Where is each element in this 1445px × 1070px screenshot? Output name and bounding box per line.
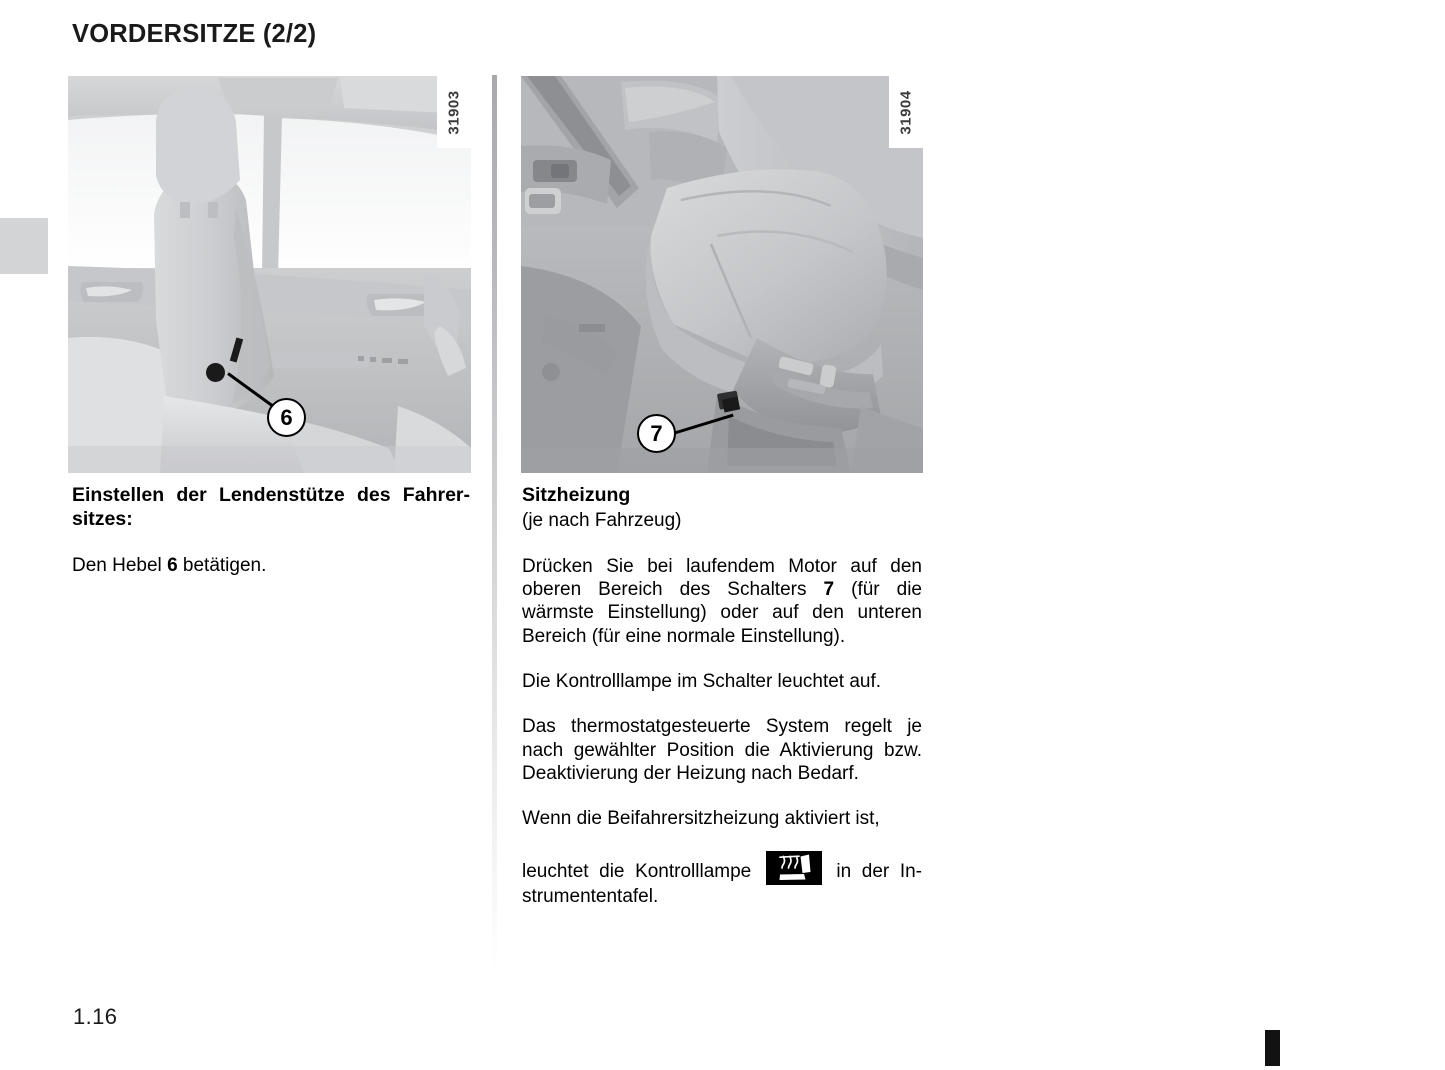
column-divider [492,75,497,975]
figure-seat-heating-switch [521,76,923,473]
seat-heating-paragraph-1 [522,555,922,648]
figure-left-reference-text: 31903 [445,89,463,135]
corner-chapter-mark [1265,1030,1280,1066]
seat-heating-icon [766,851,822,885]
paragraph-1-part-b: (für die wärmste Einstellung) oder auf den unteren Bereich (für eine normale Einstellung). [522,578,922,647]
figure-right-illustration [521,76,923,473]
page-number: 1.16 [73,1004,118,1029]
left-text-column [72,484,470,577]
callout-6: 6 [267,398,306,437]
seat-heating-heading: Sitzheizung [522,484,631,506]
paragraph-5-part-a: leuchtet die Kontrolllampe [522,860,762,882]
seat-heating-paragraph-5 [522,851,922,908]
seat-heating-paragraph-4: Wenn die Beifahrersitzheizung aktiviert ist, [522,808,880,830]
leader-dot-6 [206,363,225,382]
figure-left-reference [437,76,471,148]
right-text-column [522,484,922,908]
page-title: VORDERSITZE (2/2) [72,20,317,48]
paragraph-1-part-a: Drücken Sie bei laufendem Motor auf den oberen Bereich des Schalters [522,555,922,600]
seat-heating-paragraph-2: Die Kontrolllampe im Schalter leuchtet auf. [522,670,882,692]
paragraph-5-part-b: in der In-strumententafel. [522,860,922,907]
paragraph-1-switch-reference: 7 [823,578,835,600]
lumbar-instruction-prefix: Den Hebel [72,554,168,576]
lumbar-section-heading: Einstellen der Lendenstütze des Fahrer-sitzes: [72,484,470,530]
seat-heating-subheading: (je nach Fahrzeug) [522,509,682,531]
lumbar-instruction-reference: 6 [167,554,178,576]
seat-heating-icon-glyph [766,851,822,885]
lumbar-instruction-paragraph [72,554,470,577]
lumbar-instruction-suffix: betätigen. [177,554,267,576]
callout-7: 7 [637,414,676,453]
chapter-edge-tab [0,218,48,274]
figure-right-reference-text: 31904 [897,89,915,135]
seat-heating-paragraph-3: Das thermostatgesteuerte System regelt je nach gewählter Position die Aktivierung bzw. Deaktivierung der Heizung nach Bedarf. [522,716,922,785]
figure-right-reference [889,76,923,148]
